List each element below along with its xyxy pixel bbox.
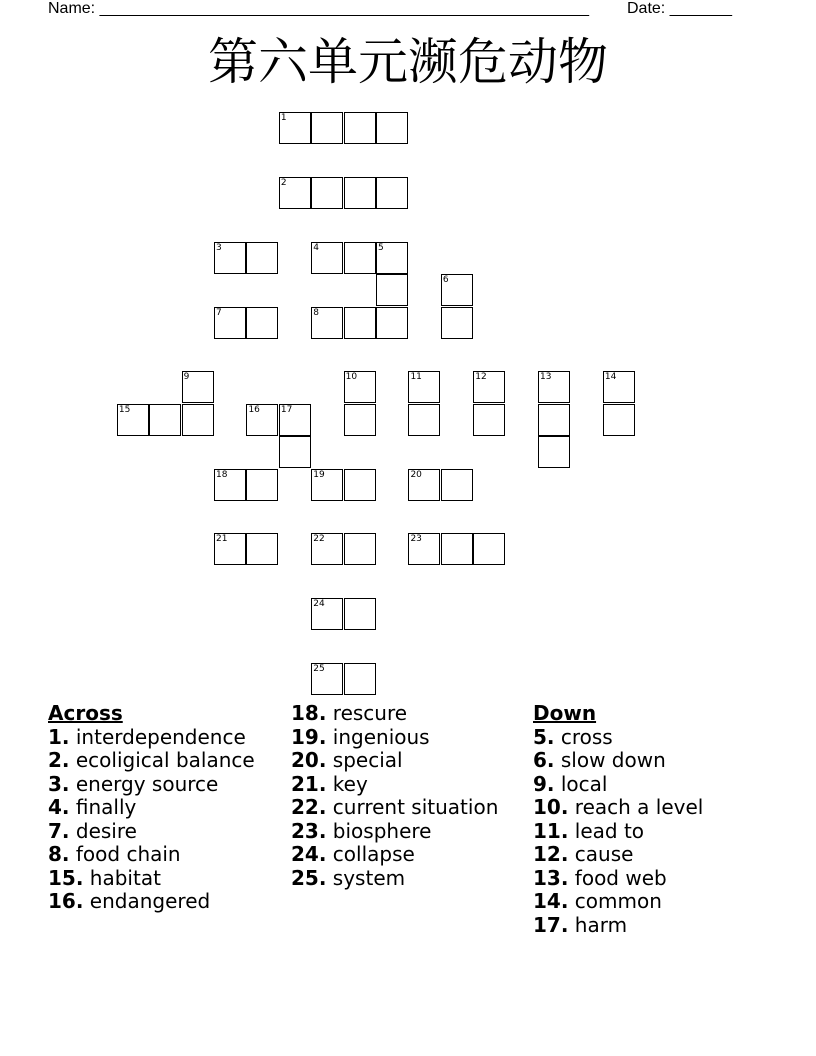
clue-item: [291, 796, 521, 820]
clue-number: 15.: [48, 865, 84, 890]
clue-number: 17: [280, 404, 293, 415]
clue-item: [533, 796, 793, 820]
crossword-cell[interactable]: [344, 404, 376, 436]
clue-number: 6.: [533, 748, 555, 772]
clue-number: 22: [313, 534, 325, 545]
clue-item: [291, 726, 521, 750]
clue-item: [48, 749, 263, 773]
clue-number: 1: [280, 113, 287, 124]
crossword-cell[interactable]: [473, 404, 505, 436]
clue-item: [291, 820, 521, 844]
clue-number: 12: [475, 372, 487, 383]
clue-number: 14: [604, 372, 617, 383]
crossword-cell[interactable]: [538, 404, 570, 436]
clue-item: [48, 773, 263, 797]
crossword-cell[interactable]: [603, 404, 635, 436]
across-clues-column-2: [291, 702, 521, 890]
clue-item: [533, 726, 793, 750]
clue-number: 5.: [533, 724, 555, 749]
down-clue-list: [533, 726, 793, 938]
clue-text: food web: [574, 865, 667, 890]
crossword-cell[interactable]: [473, 371, 505, 403]
clue-item: [291, 843, 521, 867]
clue-number: 20: [410, 469, 422, 480]
crossword-cell[interactable]: [246, 307, 278, 339]
clue-text: local: [560, 771, 608, 796]
clue-number: 20.: [291, 748, 327, 772]
clue-number: 4.: [48, 795, 70, 819]
clue-item: [533, 820, 793, 844]
clue-number: 21: [216, 534, 228, 545]
clue-number: 6: [442, 275, 449, 286]
crossword-cell[interactable]: [182, 404, 214, 436]
across-heading: Across: [48, 701, 123, 725]
crossword-cell[interactable]: [344, 371, 376, 403]
clue-item: [533, 867, 793, 891]
clue-number: 1.: [48, 724, 70, 749]
clue-text: desire: [75, 818, 137, 843]
crossword-cell[interactable]: [344, 177, 376, 209]
crossword-cell[interactable]: [376, 274, 408, 306]
crossword-cell[interactable]: [408, 404, 440, 436]
crossword-cell[interactable]: [246, 404, 278, 436]
across-clues-column-1: [48, 702, 263, 914]
across-clue-list: [48, 726, 263, 914]
clue-text: biosphere: [332, 818, 432, 843]
crossword-cell[interactable]: [311, 598, 343, 630]
clue-number: 16: [248, 404, 260, 415]
crossword-cell[interactable]: [408, 371, 440, 403]
clue-text: lead to: [574, 818, 645, 843]
clue-number: 24: [313, 599, 325, 610]
clue-number: 13.: [533, 865, 569, 890]
crossword-cell[interactable]: [603, 371, 635, 403]
clue-item: [533, 749, 793, 773]
crossword-cell[interactable]: [214, 242, 246, 274]
clue-text: finally: [75, 795, 137, 819]
crossword-cell[interactable]: [311, 177, 343, 209]
clue-text: cross: [560, 724, 613, 749]
crossword-cell[interactable]: [408, 469, 440, 501]
clue-item: [48, 726, 263, 750]
clue-text: ecoligical balance: [75, 748, 255, 772]
clue-item: [48, 820, 263, 844]
clue-number: 13: [540, 372, 552, 383]
clue-text: current situation: [332, 795, 499, 819]
clue-number: 9: [183, 372, 190, 383]
clue-text: special: [332, 748, 403, 772]
crossword-cell[interactable]: [311, 242, 343, 274]
clue-number: 24.: [291, 842, 327, 866]
clue-text: habitat: [89, 865, 161, 890]
crossword-cell[interactable]: [246, 242, 278, 274]
clue-number: 5: [378, 242, 384, 253]
crossword-cell[interactable]: [441, 307, 473, 339]
clue-item: [48, 890, 263, 914]
clue-item: [533, 843, 793, 867]
down-clues-column: [533, 702, 793, 937]
clue-number: 4: [313, 242, 319, 253]
clue-number: 7: [216, 307, 222, 318]
clue-item: [533, 890, 793, 914]
clue-number: 11: [410, 372, 422, 383]
crossword-cell[interactable]: [441, 274, 473, 306]
clue-number: 14.: [533, 889, 569, 913]
name-field: Name: _______________________________________________________: [48, 0, 589, 17]
clue-item: [533, 914, 793, 938]
crossword-cell[interactable]: [279, 177, 311, 209]
clue-number: 7.: [48, 818, 70, 843]
clue-text: cause: [574, 842, 634, 866]
clue-text: interdependence: [75, 724, 246, 749]
clue-text: rescure: [332, 701, 408, 725]
crossword-cell[interactable]: [376, 177, 408, 209]
crossword-cell[interactable]: [246, 469, 278, 501]
clue-text: key: [332, 771, 368, 796]
clue-item: [533, 773, 793, 797]
clue-number: 12.: [533, 842, 569, 866]
crossword-cell[interactable]: [311, 307, 343, 339]
crossword-cell[interactable]: [344, 469, 376, 501]
clue-text: endangered: [89, 889, 211, 913]
crossword-cell[interactable]: [441, 533, 473, 565]
clue-number: 2.: [48, 748, 70, 772]
clue-number: 16.: [48, 889, 84, 913]
clue-item: [291, 749, 521, 773]
crossword-cell[interactable]: [376, 112, 408, 144]
clue-number: 19.: [291, 724, 327, 749]
crossword-cell[interactable]: [246, 533, 278, 565]
clue-number: 10: [345, 372, 358, 383]
crossword-cell[interactable]: [311, 533, 343, 565]
clue-text: common: [574, 889, 662, 913]
across-clue-list-continued: [291, 702, 521, 890]
clue-number: 19: [313, 469, 325, 480]
clue-item: [48, 867, 263, 891]
clue-text: system: [332, 865, 406, 890]
crossword-cell[interactable]: [214, 469, 246, 501]
clue-number: 18: [216, 469, 228, 480]
crossword-cell[interactable]: [473, 533, 505, 565]
clue-text: slow down: [560, 748, 666, 772]
clue-number: 9.: [533, 771, 555, 796]
down-heading: Down: [533, 701, 597, 725]
crossword-cell[interactable]: [408, 533, 440, 565]
crossword-cell[interactable]: [279, 112, 311, 144]
crossword-cell[interactable]: [344, 533, 376, 565]
page-title: 第六单元濒危动物: [208, 33, 608, 91]
clue-item: [291, 773, 521, 797]
clue-number: 18.: [291, 701, 327, 725]
crossword-cell[interactable]: [214, 307, 246, 339]
clue-number: 22.: [291, 795, 327, 819]
clue-number: 25: [313, 664, 325, 675]
crossword-cell[interactable]: [344, 663, 376, 695]
clue-number: 3.: [48, 771, 70, 796]
clue-item: [291, 702, 521, 726]
clue-number: 10.: [533, 795, 569, 819]
clue-number: 25.: [291, 865, 327, 890]
crossword-cell[interactable]: [538, 371, 570, 403]
crossword-cell[interactable]: [311, 112, 343, 144]
clue-number: 8.: [48, 842, 70, 866]
clue-number: 23: [410, 534, 422, 545]
clue-number: 15: [118, 404, 131, 415]
clue-text: collapse: [332, 842, 415, 866]
crossword-cell[interactable]: [214, 533, 246, 565]
crossword-cell[interactable]: [376, 307, 408, 339]
clue-number: 23.: [291, 818, 327, 843]
crossword-cell[interactable]: [344, 598, 376, 630]
clue-text: reach a level: [574, 795, 704, 819]
crossword-cell[interactable]: [376, 242, 408, 274]
clue-number: 8: [313, 307, 319, 318]
crossword-cell[interactable]: [311, 663, 343, 695]
clue-text: ingenious: [332, 724, 430, 749]
crossword-cell[interactable]: [344, 307, 376, 339]
clue-item: [48, 843, 263, 867]
clue-text: food chain: [75, 842, 181, 866]
crossword-cell[interactable]: [538, 436, 570, 468]
clue-number: 11.: [533, 818, 569, 843]
crossword-cell[interactable]: [149, 404, 181, 436]
crossword-cell[interactable]: [441, 469, 473, 501]
crossword-cell[interactable]: [279, 404, 311, 436]
clue-number: 2: [280, 178, 287, 189]
clue-text: harm: [574, 912, 628, 937]
clue-text: energy source: [75, 771, 219, 796]
clue-number: 3: [216, 242, 222, 253]
clue-number: 17.: [533, 912, 569, 937]
clue-item: [291, 867, 521, 891]
crossword-cell[interactable]: [117, 404, 149, 436]
crossword-cell[interactable]: [279, 436, 311, 468]
clue-item: [48, 796, 263, 820]
crossword-cell[interactable]: [344, 112, 376, 144]
clue-number: 21.: [291, 771, 327, 796]
date-field: Date: _______: [627, 0, 732, 17]
crossword-cell[interactable]: [182, 371, 214, 403]
crossword-cell[interactable]: [311, 469, 343, 501]
crossword-cell[interactable]: [344, 242, 376, 274]
